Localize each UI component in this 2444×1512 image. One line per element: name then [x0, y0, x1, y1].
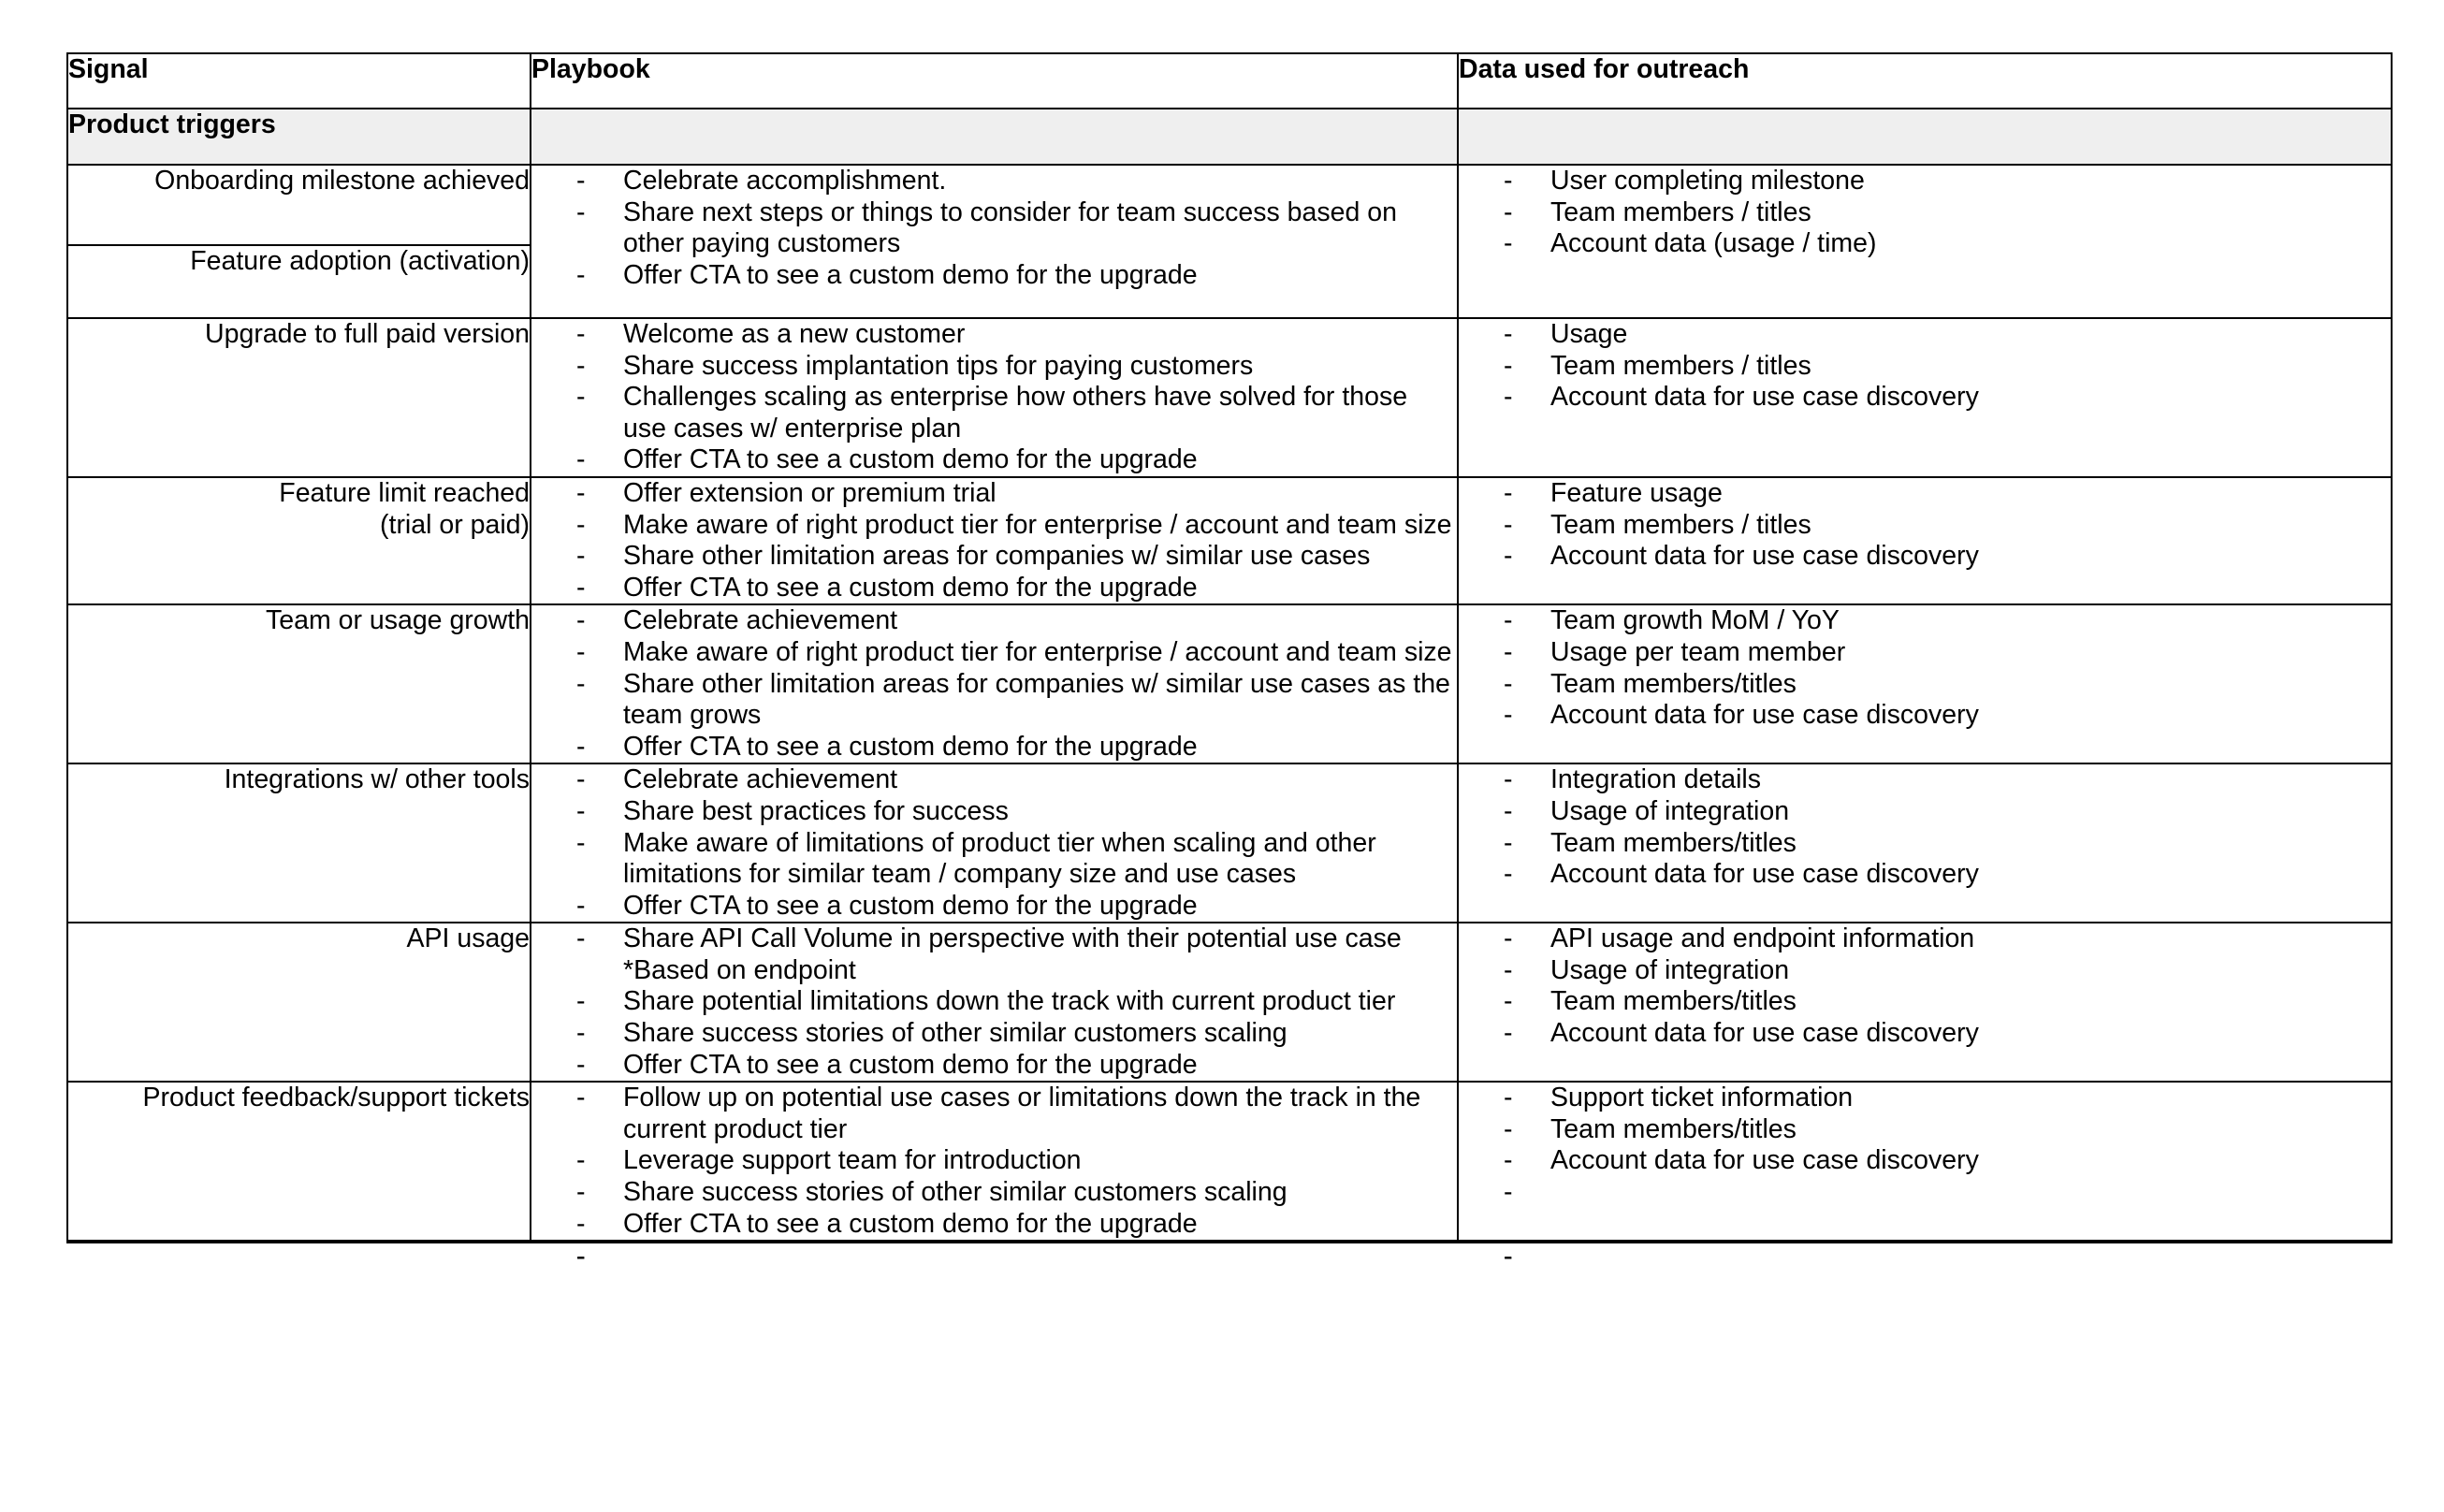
data-item: - Usage: [1459, 319, 2391, 351]
data-item: - Team members/titles: [1459, 828, 2391, 860]
data-item: - Team members / titles: [1459, 510, 2391, 542]
data-cell: [1458, 604, 2392, 763]
data-item: - User completing milestone: [1459, 166, 2391, 197]
data-cell: [1458, 318, 2392, 477]
signals-table: [66, 52, 2393, 1243]
data-item: - Integration details: [1459, 764, 2391, 796]
playbook-item: - Offer extension or premium trial: [531, 478, 1457, 510]
data-item: - Account data for use case discovery: [1459, 1018, 2391, 1050]
header-data-used: Data used for outreach: [1458, 53, 2392, 109]
data-cell: [1458, 923, 2392, 1082]
playbook-cell: [531, 1241, 1458, 1243]
playbook-cell: [531, 604, 1458, 763]
signal-line: API usage: [406, 923, 530, 954]
section-empty-cell: [1458, 109, 2392, 165]
playbook-list: [531, 478, 1457, 603]
data-list: [1459, 923, 2391, 1049]
data-item: - API usage and endpoint information: [1459, 923, 2391, 955]
playbook-cell: [531, 477, 1458, 604]
playbook-item: - Offer CTA to see a custom demo for the upgrade: [531, 444, 1457, 476]
signal-line: Feature limit reached: [279, 477, 530, 508]
playbook-item: - Celebrate achievement: [531, 764, 1457, 796]
data-list: [1459, 319, 2391, 414]
playbook-list: [531, 319, 1457, 476]
data-item: - Account data for use case discovery: [1459, 382, 2391, 414]
playbook-item: - Celebrate accomplishment.: [531, 166, 1457, 197]
playbook-list: [531, 1083, 1457, 1240]
playbook-item: - Share potential limitations down the track with current product tier: [531, 986, 1457, 1018]
signal-cell: [67, 477, 531, 604]
playbook-item: - Offer CTA to see a custom demo for the upgrade: [531, 1209, 1457, 1241]
playbook-list: [531, 764, 1457, 922]
section-title: Product triggers: [67, 109, 531, 165]
table-row: [67, 604, 2392, 763]
data-cell: [1458, 1241, 2392, 1243]
signal-cell: Feature adoption (activation): [67, 245, 531, 318]
data-list: [1459, 166, 2391, 260]
playbook-item: - Offer CTA to see a custom demo for the upgrade: [531, 260, 1457, 292]
signal-cell: [67, 1241, 531, 1243]
playbook-item: - Share success stories of other similar customers scaling: [531, 1018, 1457, 1050]
playbook-item: - Follow up on potential use cases or limitations down the track in the current product tier: [531, 1083, 1457, 1145]
header-signal: Signal: [67, 53, 531, 109]
playbook-item: - Make aware of right product tier for enterprise / account and team size: [531, 637, 1457, 669]
signal-cell: [67, 923, 531, 1082]
playbook-item: - Share other limitation areas for companies w/ similar use cases: [531, 541, 1457, 573]
data-item: - Usage of integration: [1459, 955, 2391, 987]
data-item: - Team members/titles: [1459, 1114, 2391, 1146]
playbook-item: - Share best practices for success: [531, 796, 1457, 828]
signal-line: Team or usage growth: [266, 605, 530, 636]
playbook-item: - Share API Call Volume in perspective with their potential use case *Based on endpoint: [531, 923, 1457, 986]
signal-cell: [67, 318, 531, 477]
data-item: - Team members/titles: [1459, 986, 2391, 1018]
playbook-item: - Offer CTA to see a custom demo for the upgrade: [531, 573, 1457, 604]
data-list: [1459, 1083, 2391, 1177]
signal-line: Integrations w/ other tools: [224, 764, 530, 795]
playbook-item: - Welcome as a new customer: [531, 319, 1457, 351]
table-row: [67, 923, 2392, 1082]
signal-line: Upgrade to full paid version: [205, 319, 530, 349]
playbook-item: - Share success implantation tips for paying customers: [531, 351, 1457, 383]
table-row: [67, 1082, 2392, 1241]
playbook-item: - Share success stories of other similar customers scaling: [531, 1177, 1457, 1209]
data-item: - Account data for use case discovery: [1459, 859, 2391, 891]
playbook-item: - Share other limitation areas for companies w/ similar use cases as the team grows: [531, 669, 1457, 732]
data-cell: [1458, 763, 2392, 923]
data-item: - Team members / titles: [1459, 197, 2391, 229]
playbook-item: - Offer CTA to see a custom demo for the upgrade: [531, 891, 1457, 923]
signal-line: (trial or paid): [380, 509, 530, 540]
playbook-item: - Leverage support team for introduction: [531, 1145, 1457, 1177]
playbook-list: [531, 166, 1457, 291]
signal-cell: [67, 604, 531, 763]
data-list: [1459, 605, 2391, 731]
playbook-item: - Make aware of right product tier for enterprise / account and team size: [531, 510, 1457, 542]
signal-line: Product feedback/support tickets: [142, 1083, 530, 1113]
data-list: [1459, 764, 2391, 890]
playbook-cell: [531, 923, 1458, 1082]
playbook-cell: [531, 763, 1458, 923]
table-header-row: [67, 53, 2392, 109]
section-row: [67, 109, 2392, 165]
table-row: [67, 763, 2392, 923]
table-row: [67, 477, 2392, 604]
data-cell: [1458, 165, 2392, 318]
data-item: - Team members / titles: [1459, 351, 2391, 383]
playbook-cell: [531, 165, 1458, 318]
playbook-list: [531, 923, 1457, 1081]
playbook-item: - Make aware of limitations of product tier when scaling and other limitations for similar team / company size and use cases: [531, 828, 1457, 891]
signal-cell: [67, 763, 531, 923]
data-item: - Account data (usage / time): [1459, 228, 2391, 260]
playbook-list: [531, 605, 1457, 763]
signal-cell: Onboarding milestone achieved: [67, 165, 531, 245]
section-empty-cell: [531, 109, 1458, 165]
data-item: - Account data for use case discovery: [1459, 1145, 2391, 1177]
data-list: [1459, 478, 2391, 573]
playbook-item: - Share next steps or things to consider for team success based on other paying customers: [531, 197, 1457, 260]
playbook-cell: [531, 1082, 1458, 1241]
playbook-item: - Offer CTA to see a custom demo for the upgrade: [531, 732, 1457, 763]
playbook-item: - Offer CTA to see a custom demo for the upgrade: [531, 1050, 1457, 1082]
data-cell: [1458, 1082, 2392, 1241]
data-item: - Account data for use case discovery: [1459, 541, 2391, 573]
data-item: - Usage of integration: [1459, 796, 2391, 828]
data-item: - Support ticket information: [1459, 1083, 2391, 1114]
data-item: - Usage per team member: [1459, 637, 2391, 669]
header-playbook: Playbook: [531, 53, 1458, 109]
table-row: [67, 318, 2392, 477]
data-item: - Account data for use case discovery: [1459, 700, 2391, 732]
data-cell: [1458, 477, 2392, 604]
table-row: [67, 1241, 2392, 1243]
data-item: - Team members/titles: [1459, 669, 2391, 701]
data-item: - Feature usage: [1459, 478, 2391, 510]
playbook-item: - Celebrate achievement: [531, 605, 1457, 637]
data-item: - Team growth MoM / YoY: [1459, 605, 2391, 637]
playbook-cell: [531, 318, 1458, 477]
playbook-item: - Challenges scaling as enterprise how others have solved for those use cases w/ enterprise plan: [531, 382, 1457, 444]
signal-cell: [67, 1082, 531, 1241]
table-row: [67, 165, 2392, 245]
